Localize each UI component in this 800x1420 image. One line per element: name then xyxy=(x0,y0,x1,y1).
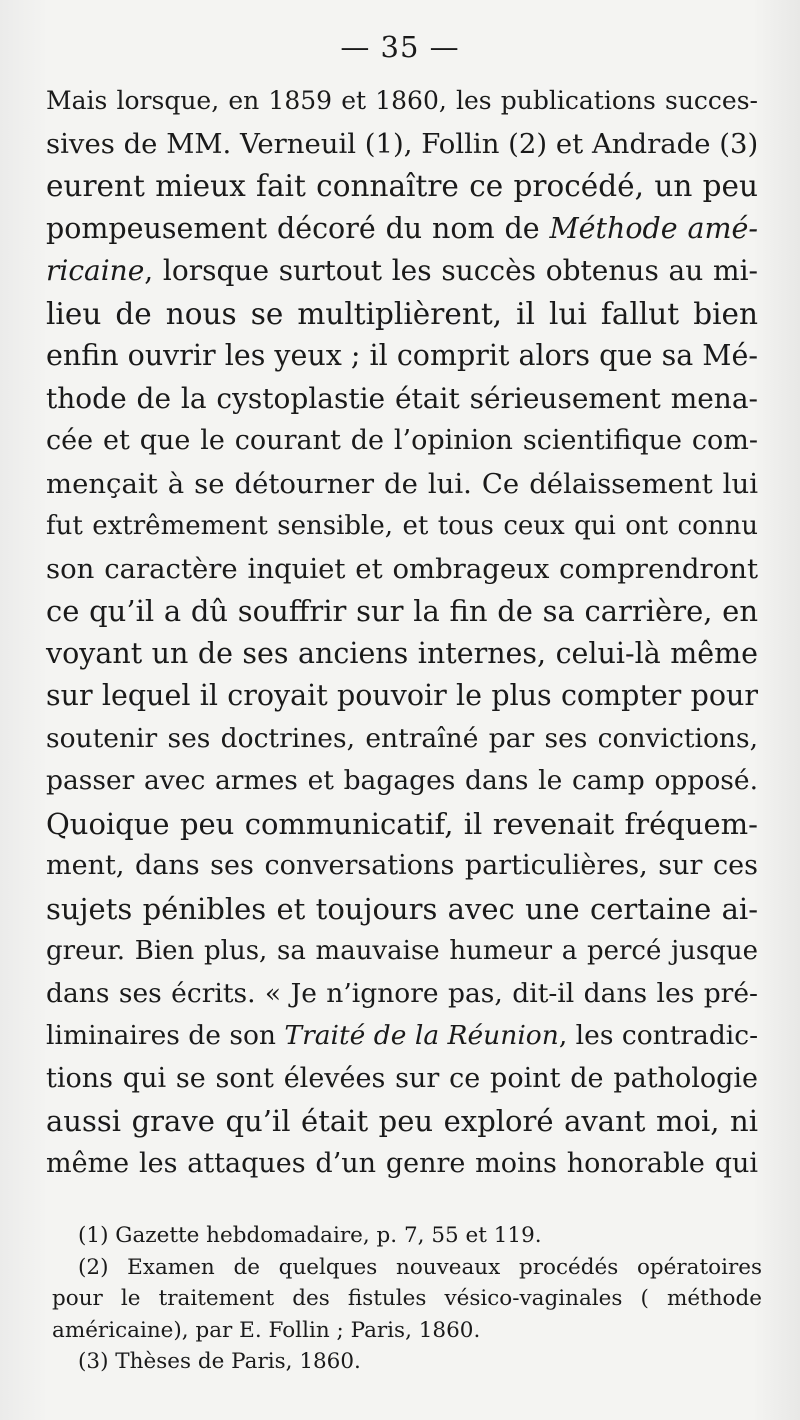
page-number: — 35 — xyxy=(340,30,460,64)
footnote-2-continued: pour le traitement des fistules vésico-vaginales ( méthode xyxy=(52,1286,762,1311)
text-line: ment, dans ses conversations particulières, sur ces xyxy=(46,850,758,881)
footnotes xyxy=(52,1220,762,1378)
text-line: mençait à se détourner de lui. Ce délaissement lui xyxy=(46,467,758,500)
footnote-3: (3) Thèses de Paris, 1860. xyxy=(78,1349,361,1374)
text-line: lieu de nous se multiplièrent, il lui fallut bien xyxy=(46,296,758,331)
text-line: voyant un de ses anciens internes, celui-là même xyxy=(46,636,758,670)
text-segment: , lorsque surtout les succès obtenus au mi- xyxy=(144,254,758,287)
text-line: Quoique peu communicatif, il revenait fréquem- xyxy=(46,806,758,841)
text-line: aussi grave qu’il était peu exploré avant moi, ni xyxy=(46,1104,758,1138)
footnote-2-continued: américaine), par E. Follin ; Paris, 1860. xyxy=(52,1317,481,1343)
text-line: eurent mieux fait connaître ce procédé, un peu xyxy=(46,169,758,203)
footnote-2: (2) Examen de quelques nouveaux procédés opératoires xyxy=(78,1254,762,1280)
text-line: soutenir ses doctrines, entraîné par ses convictions, xyxy=(46,722,758,754)
text-line xyxy=(46,1015,758,1058)
text-line xyxy=(46,208,758,251)
text-line: sur lequel il croyait pouvoir le plus compter pour xyxy=(46,679,758,712)
italic-phrase: ricaine xyxy=(46,254,145,287)
text-line xyxy=(46,250,758,293)
italic-phrase: Méthode amé- xyxy=(549,211,759,245)
text-line: Mais lorsque, en 1859 et 1860, les publications succes- xyxy=(46,86,758,115)
text-line: ce qu’il a dû souffrir sur la fin de sa carrière, en xyxy=(46,594,758,628)
text-segment: pompeusement décoré du nom de xyxy=(46,211,540,245)
text-line: passer avec armes et bagages dans le camp opposé. xyxy=(46,765,758,796)
text-line: sives de MM. Verneuil (1), Follin (2) et Andrade (3) xyxy=(46,127,759,160)
footnote-1: (1) Gazette hebdomadaire, p. 7, 55 et 119. xyxy=(78,1223,542,1248)
text-line: cée et que le courant de l’opinion scientifique com- xyxy=(46,425,758,456)
text-line: greur. Bien plus, sa mauvaise humeur a percé jusque xyxy=(46,936,758,966)
text-line: thode de la cystoplastie était sérieusement mena- xyxy=(46,381,758,415)
italic-phrase: Traité de la Réunion xyxy=(284,1020,559,1051)
text-line: même les attaques d’un genre moins honorable qui xyxy=(46,1147,758,1179)
text-line: enfin ouvrir les yeux ; il comprit alors que sa Mé- xyxy=(46,339,758,372)
text-segment: , les contradic- xyxy=(558,1020,759,1051)
text-line: tions qui se sont élevées sur ce point de pathologie xyxy=(46,1062,758,1094)
text-line: sujets pénibles et toujours avec une certaine ai- xyxy=(46,891,758,926)
text-line: dans ses écrits. « Je n’ignore pas, dit-il dans les pré- xyxy=(46,977,758,1009)
text-line: son caractère inquiet et ombrageux comprendront xyxy=(46,552,758,585)
text-line: fut extrêmement sensible, et tous ceux qui ont connu xyxy=(46,511,758,541)
text-segment: liminaires de son xyxy=(46,1020,276,1051)
body-text xyxy=(46,80,758,1185)
